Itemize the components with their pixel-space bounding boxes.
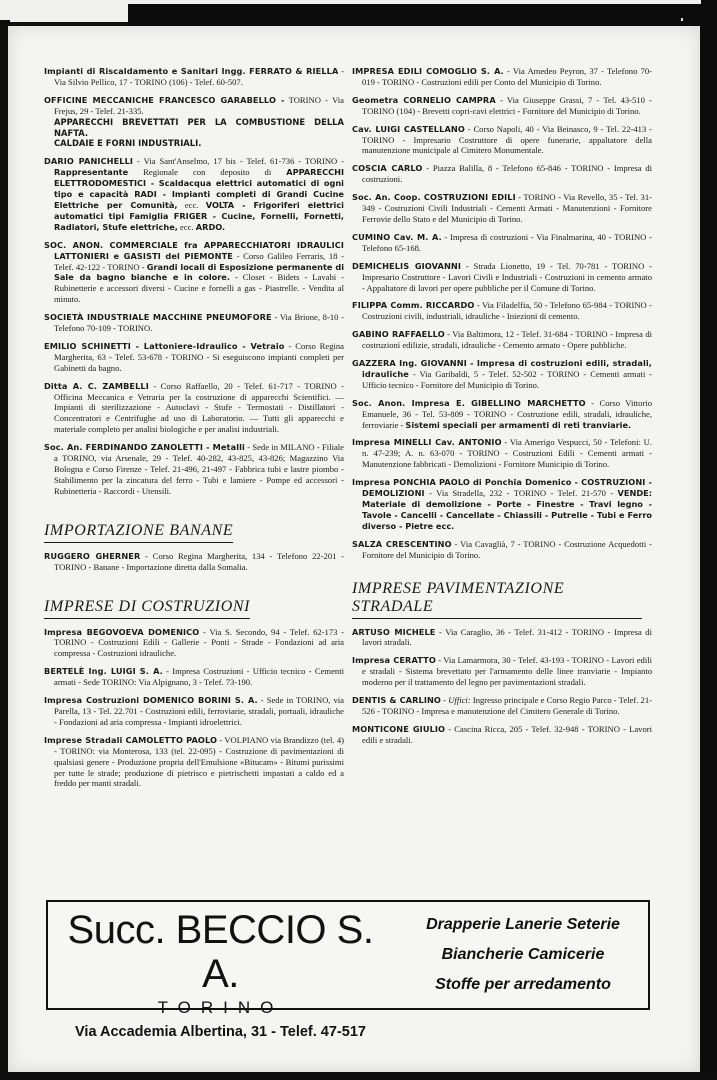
- entry-bold-text: VENDE: Materiale di demolizione - Porte - Finestre - Travi legno - Tavole - Cancelli - Cancellate - Chiassili - Putrelle - Tubi e Ferro diverso - Pietre ecc.: [362, 488, 652, 531]
- directory-entry: [44, 381, 344, 436]
- directory-entry: [352, 329, 652, 351]
- scan-speck: [681, 18, 683, 21]
- entry-name: Impresa BEGOVOEVA DOMENICO: [44, 626, 200, 637]
- advertisement-product-line: Stoffe per arredamento: [435, 976, 611, 993]
- left-column: [44, 66, 344, 796]
- entry-text: - Via Garibaldi, 5 - Telef. 52-502 - TORINO - Cementi armati - Ufficio tecnico - Fornitore del Municipio di Torino.: [362, 368, 652, 390]
- directory-entry: [352, 627, 652, 649]
- directory-entry: [44, 695, 344, 728]
- entry-name: RUGGERO GHERNER: [44, 550, 141, 561]
- directory-entry: [352, 124, 652, 157]
- entry-name: Impresa PONCHIA PAOLO di Ponchia Domenico - COSTRUZIONI - DEMOLIZIONI: [352, 477, 652, 499]
- entry-name: GAZZERA Ing. GIOVANNI - Impresa di costruzioni edili, stradali, idrauliche: [352, 358, 652, 379]
- directory-entry: [44, 95, 344, 150]
- entry-bold-text: Rappresentante: [54, 167, 129, 178]
- directory-entry: [352, 163, 652, 185]
- advertisement-products: [403, 910, 643, 1000]
- entry-name: CUMINO Cav. M. A.: [352, 231, 442, 242]
- entry-name: Impianti di Riscaldamento e Sanitari Ingg. FERRATO & RIELLA: [44, 66, 339, 76]
- entry-text: - Corso Regina Margherita, 63 - Telef. 53-678 - TORINO - Si eseguiscono impianti completi per Gabinetti da bagno.: [54, 340, 344, 373]
- entry-bold-text: Sistemi speciali per armamenti di reti tranviarie.: [405, 419, 632, 430]
- entry-name: Soc. An. FERDINANDO ZANOLETTI - Metalli: [44, 442, 245, 453]
- left-entries-group-b: [44, 551, 344, 573]
- entry-name: DEMICHELIS GIOVANNI: [352, 260, 462, 271]
- entry-highlight-line: APPARECCHI BREVETTATI PER LA COMBUSTIONE DELLA NAFTA.: [54, 116, 344, 138]
- entry-text: - Strada Lionetto, 19 - Tel. 70-781 - TORINO - Impresario Costruttore - Lavori Civili e Industriali - Costruzioni in cemento armato - Appaltatore di lavori per opere pubbliche per il Comune di Torino.: [362, 260, 652, 293]
- directory-entry: [352, 232, 652, 254]
- entry-bold-text: ARDO.: [195, 221, 226, 232]
- entry-name: Soc. An. Coop. COSTRUZIONI EDILI: [352, 192, 516, 203]
- entry-text: - Via Cavaglià, 7 - TORINO - Costruzione Acquedotti - Fornitore del Municipio di Torino.: [362, 538, 652, 560]
- entry-text: - TORINO - Via Revello, 35 - Tel. 31-349 - Costruzioni Civili Industriali - Cementi Armati - Manutenzioni - Fornitore Ferrovie dello Stato e del Municipio di Torino.: [362, 192, 652, 224]
- entry-text: - Via S. Secondo, 94 - Telef. 62-173 - TORINO - Costruzioni Edili - Gallerie - Ponti - Strade - Fondazioni ad aria compressa - Costruzioni idrauliche.: [54, 626, 345, 659]
- entry-name: Geometra CORNELIO CAMPRA: [352, 94, 496, 105]
- entry-name: SOC. ANON. COMMERCIALE fra APPARECCHIATORI IDRAULICI LATTONIERI e GASISTI del PIEMONTE: [44, 239, 344, 261]
- directory-entry: [44, 627, 344, 660]
- entry-text: - Cascina Ricca, 205 - Telef. 32-948 - TORINO - Lavori edili e stradali.: [362, 723, 652, 745]
- entry-name: SALZA CRESCENTINO: [352, 538, 452, 549]
- entry-name: Impresa MINELLI Cav. ANTONIO: [352, 437, 502, 448]
- entry-name: FILIPPA Comm. RICCARDO: [352, 300, 475, 311]
- scan-border-bottom: [0, 1072, 717, 1080]
- directory-entry: [352, 695, 652, 717]
- entry-text: - Corso Regina Margherita, 134 - Telefono 22-201 - TORINO - Banane - Importazione diretta dalla Somalia.: [54, 550, 345, 572]
- entry-text: - Corso Raffaello, 20 - Telef. 61-717 - TORINO - Officina Meccanica e Vetraria per la costruzione di apparecchi Scientifici. — Impianti di sterilizzazione - Autoclavi - Stufe - Termostati - Distillatori - Concentratori e Centrifughe ad uso di Laboratorio. — Tutti gli apparecchi e materiale completo per analisi biologiche e per analisi industriali.: [54, 380, 344, 435]
- section-title-imprese-costruzioni: IMPRESE DI COSTRUZIONI: [44, 598, 250, 619]
- entry-text: - Corso Galileo Ferraris, 18 - Telef. 42-122 - TORINO -: [54, 250, 344, 272]
- entry-text: - Impresa Costruzioni - Ufficio tecnico - Cementi armati - Sede TORINO: Via Alpignano, 3 - Telef. 73-190.: [54, 666, 344, 688]
- advertisement-product-line: Biancherie Camicerie: [441, 946, 605, 963]
- entry-name: Soc. Anon. Impresa E. GIBELLINO MARCHETTO: [352, 397, 586, 408]
- directory-entry: [352, 539, 652, 561]
- scan-border-right: [701, 0, 717, 1080]
- entry-text: - Sede in MILANO - Filiale a TORINO, via Arsenale, 29 - Telef. 40-282, 43-825, 43-826; Magazzino Via Bologna e Corso Firenze - Telef. 21-496, 21-497 - Fabbrica tubi e lastre piombo - Stabilimento per la zincatura del ferro - Tubi e lamiere - Pompe ed accessori - Rubinetteria - Raccordi - Utensili.: [54, 442, 344, 496]
- directory-entry: [352, 261, 652, 294]
- entry-name: IMPRESA EDILI COMOGLIO S. A.: [352, 66, 504, 76]
- entry-name: MONTICONE GIULIO: [352, 723, 446, 734]
- directory-entry: [352, 95, 652, 117]
- entry-name: Impresa Costruzioni DOMENICO BORINI S. A.: [44, 695, 258, 706]
- entry-text: - Via Giuseppe Grassi, 7 - Tel. 43-510 - TORINO (104) - Brevetti copri-cavi elettrici - Fornitore del Municipio di Torino.: [362, 94, 652, 116]
- directory-entry: [352, 358, 652, 391]
- entry-text: - Piazza Balilla, 8 - Telefono 65-846 - TORINO - Impresa di costruzioni.: [362, 163, 652, 185]
- entry-italic: Uffici:: [448, 695, 471, 706]
- advertisement-company-block: [48, 902, 393, 1040]
- directory-entry: [352, 724, 652, 746]
- entry-name: Impresa CERATTO: [352, 655, 436, 666]
- advertisement-address: Via Accademia Albertina, 31 - Telef. 47-517: [75, 1024, 366, 1040]
- entry-text: TORINO - Via Frejus, 29 - Telef. 21-335.: [54, 94, 344, 116]
- right-entries-group-b: [352, 627, 652, 746]
- section-title-importazione-banane: IMPORTAZIONE BANANE: [44, 522, 233, 543]
- right-column: [352, 66, 652, 753]
- advertisement-box: [46, 900, 650, 1040]
- directory-entry: [44, 735, 344, 790]
- entry-text: - Via Brione, 8-10 - Telefono 70-109 - TORINO.: [54, 312, 345, 334]
- entry-name: BERTELÈ Ing. LUIGI S. A.: [44, 666, 163, 677]
- entry-name: DARIO PANICHELLI: [44, 156, 134, 167]
- entry-text: ecc.: [177, 199, 206, 210]
- directory-entry: [44, 341, 344, 374]
- entry-text: - Corso Vittorio Emanuele, 36 - Tel. 53-809 - TORINO - Costruzione edili, stradali, idrauliche, ferroviarie -: [362, 397, 652, 430]
- entry-text: ecc.: [177, 221, 196, 232]
- entry-text: - Sede in TORINO, via Parella, 13 - Tel. 22.701 - Costruzioni edili, ferroviarie, stradali, portuali, idrauliche - Fondazioni ad aria compressa - Impianti idroelettrici.: [54, 695, 344, 727]
- entry-text: - Via Amedeo Peyron, 37 - Telefono 70-019 - TORINO - Costruzioni edili per Conto del Municipio di Torino.: [362, 66, 652, 87]
- entry-name: GABINO RAFFAELLO: [352, 329, 445, 340]
- advertisement-company-name: Succ. BECCIO S. A.: [67, 908, 374, 996]
- directory-entry: [352, 192, 652, 225]
- directory-entry: [352, 655, 652, 688]
- directory-entry: [352, 66, 652, 88]
- entry-name: OFFICINE MECCANICHE FRANCESCO GARABELLO -: [44, 94, 285, 105]
- advertisement-city: TORINO: [157, 998, 284, 1017]
- advertisement-product-line: Drapperie Lanerie Seterie: [426, 916, 620, 933]
- entry-text: - Via Amerigo Vespucci, 50 - Telefoni: U. n. 47-239; A. n. 63-070 - TORINO - Costruzioni Edili - Cementi armati - Manutenzione fabbricati - Demolizioni - Fornitore Municipio di Torino.: [362, 437, 652, 470]
- entry-name: SOCIETÀ INDUSTRIALE MACCHINE PNEUMOFORE: [44, 312, 272, 323]
- entry-name: Cav. LUIGI CASTELLANO: [352, 123, 465, 134]
- entry-name: Ditta A. C. ZAMBELLI: [44, 380, 149, 391]
- entry-text: - Via Filadelfia, 50 - Telefono 65-984 - TORINO - Costruzioni civili, industriali, idrauliche - Iniezioni di cemento.: [362, 300, 652, 322]
- entry-name: DENTIS & CARLINO: [352, 695, 441, 706]
- directory-entry: [44, 66, 344, 88]
- entry-bold-text: VOLTA - Frigoriferi elettrici automatici tipi Famiglia FRIGER - Cucine, Fornelli, Fornetti, Radiatori, Stufe elettriche,: [54, 199, 344, 232]
- entry-text: - Via Stradella, 232 - TORINO - Telef. 21-570 -: [424, 488, 618, 499]
- entry-text: - Via Sant'Anselmo, 17 bis - Telef. 61-736 - TORINO -: [133, 156, 345, 167]
- entry-bold-text: APPARECCHI ELETTRODOMESTICI - Scaldacqua elettrici automatici di ogni tipo e capacità RADI - Impianti completi di Grandi Cucine Elettriche per Comunità,: [54, 167, 344, 210]
- scan-border-top: [128, 4, 717, 28]
- entry-bold-text: Grandi locali di Esposizione permanente di Sale da bagno bianche e in colore.: [54, 261, 345, 283]
- entry-text: - Closet - Bidets - Lavabi - Rubinetterie e accessori diversi - Cucine e fornelli a gas - Piastrelle. - Vendita al minuto.: [54, 272, 344, 305]
- entry-text: - VOLPIANO via Brandizzo (tel. 4) - TORINO: via Monterosa, 133 (tel. 22-095) - Costruzione di pavimentazioni di qualsiasi genere - Produzione propria dell'Emulsione «Bitucam» - Bitumi purissimi per tutte le strade; produzione di pietrisco e pietrischetti impastati a caldo ed a freddo per manti stradali.: [54, 734, 344, 789]
- entry-text: - Impresa di costruzioni - Via Finalmarina, 40 - TORINO - Telefono 65-168.: [362, 231, 652, 253]
- right-entries-group-a: [352, 66, 652, 561]
- entry-text: - Via Caraglio, 36 - Telef. 31-412 - TORINO - Impresa di lavori stradali.: [362, 626, 652, 648]
- entry-text: Regionale con deposito di: [128, 167, 287, 178]
- entry-text: - Via Lamarmora, 30 - Telef. 43-193 - TORINO - Lavori edili e stradali - Sistema brevettato per l'armamento delle linee tranviarie - Impianto moderno per il trattamento del legno per pavimentazioni stradali.: [362, 655, 652, 688]
- directory-entry: [44, 156, 344, 232]
- directory-entry: [44, 666, 344, 688]
- entry-text: -: [441, 695, 449, 706]
- entry-text: - Via Silvio Pellico, 17 - TORINO (106) - Telef. 60-507.: [54, 66, 344, 87]
- entry-highlight-line: CALDAIE E FORNI INDUSTRIALI.: [54, 138, 202, 149]
- directory-entry: [352, 398, 652, 431]
- entry-text: - Via Baltimora, 12 - Telef. 31-684 - TORINO - Impresa di costruzioni edilizie, stradali, idrauliche - Cemento armato - Opere pubbliche.: [362, 329, 653, 351]
- entry-name: COSCIA CARLO: [352, 163, 423, 174]
- directory-entry: [352, 437, 652, 470]
- entry-text: Ingresso principale e Corso Regio Parco - Telef. 21-526 - TORINO - Impresa e manutenzione del Cimitero Generale di Torino.: [362, 695, 652, 716]
- directory-entry: [44, 442, 344, 497]
- section-title-pavimentazione-stradale: IMPRESE PAVIMENTAZIONE STRADALE: [352, 580, 642, 619]
- directory-entry: [352, 300, 652, 322]
- left-entries-group-c: [44, 627, 344, 790]
- directory-entry: [352, 477, 652, 532]
- entry-text: - Corso Napoli, 40 - Via Beinasco, 9 - Tel. 22-413 - TORINO - Impresario Costruttore di opere funerarie, appaltatore della manutenzione municipale al Cimitero Monumentale.: [362, 123, 652, 156]
- entry-name: Imprese Stradali CAMOLETTO PAOLO: [44, 734, 218, 745]
- entry-name: ARTUSO MICHELE: [352, 626, 436, 637]
- entry-name: EMILIO SCHINETTI - Lattoniere-Idraulico - Vetraio: [44, 340, 285, 351]
- directory-entry: [44, 240, 344, 305]
- directory-entry: [44, 551, 344, 573]
- directory-entry: [44, 312, 344, 334]
- left-entries-group-a: [44, 66, 344, 497]
